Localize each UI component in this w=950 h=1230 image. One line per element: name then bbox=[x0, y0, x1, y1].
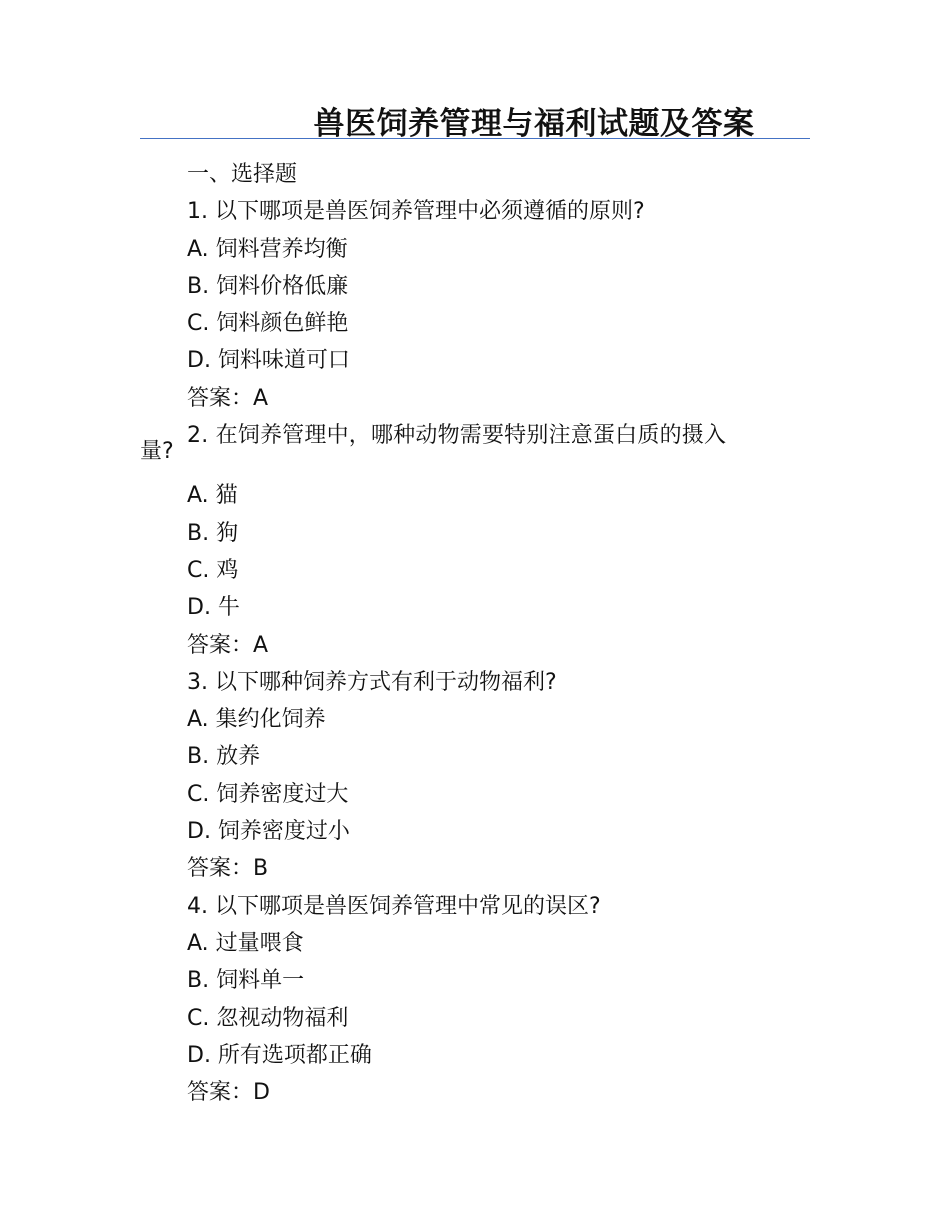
question-stem-continuation: 量? bbox=[140, 439, 174, 465]
answer-option: A. 猫 bbox=[187, 483, 238, 509]
question-stem-line: 2. 在饲养管理中，哪种动物需要特别注意蛋白质的摄入 bbox=[187, 423, 727, 449]
answer-option: D. 牛 bbox=[187, 595, 240, 621]
answer-option: B. 饲料单一 bbox=[187, 968, 305, 994]
question-stem: 3. 以下哪种饲养方式有利于动物福利? bbox=[187, 669, 557, 695]
answer-option: C. 鸡 bbox=[187, 557, 239, 583]
document-title: 兽医饲养管理与福利试题及答案 bbox=[313, 106, 755, 142]
answer-option: B. 饲料价格低廉 bbox=[187, 273, 349, 299]
answer-option: A. 集约化饲养 bbox=[187, 707, 326, 733]
question-stem: 1. 以下哪项是兽医饲养管理中必须遵循的原则? bbox=[187, 199, 645, 225]
title-underline bbox=[140, 138, 810, 139]
question-stem: 4. 以下哪项是兽医饲养管理中常见的误区? bbox=[187, 893, 601, 919]
answer-key: 答案：D bbox=[187, 1080, 270, 1106]
question-block bbox=[187, 664, 807, 888]
answer-option: A. 饲料营养均衡 bbox=[187, 236, 348, 262]
answer-option: C. 忽视动物福利 bbox=[187, 1005, 349, 1031]
answer-option: D. 饲养密度过小 bbox=[187, 819, 350, 845]
answer-option: C. 饲料颜色鲜艳 bbox=[187, 311, 349, 337]
answer-option: A. 过量喂食 bbox=[187, 930, 304, 956]
answer-option: B. 狗 bbox=[187, 520, 239, 546]
question-block bbox=[140, 417, 807, 664]
question-stem bbox=[140, 417, 807, 465]
answer-option: D. 饲料味道可口 bbox=[187, 348, 350, 374]
question-block bbox=[187, 888, 807, 1112]
answer-key: 答案：A bbox=[187, 385, 269, 411]
answer-key: 答案：A bbox=[187, 632, 269, 658]
answer-option: B. 放养 bbox=[187, 744, 261, 770]
answer-key: 答案：B bbox=[187, 856, 269, 882]
answer-option: C. 饲养密度过大 bbox=[187, 781, 349, 807]
answer-option: D. 所有选项都正确 bbox=[187, 1042, 372, 1068]
section-heading: 一、选择题 bbox=[187, 162, 298, 187]
question-block bbox=[187, 193, 807, 417]
document-body bbox=[140, 156, 807, 1111]
